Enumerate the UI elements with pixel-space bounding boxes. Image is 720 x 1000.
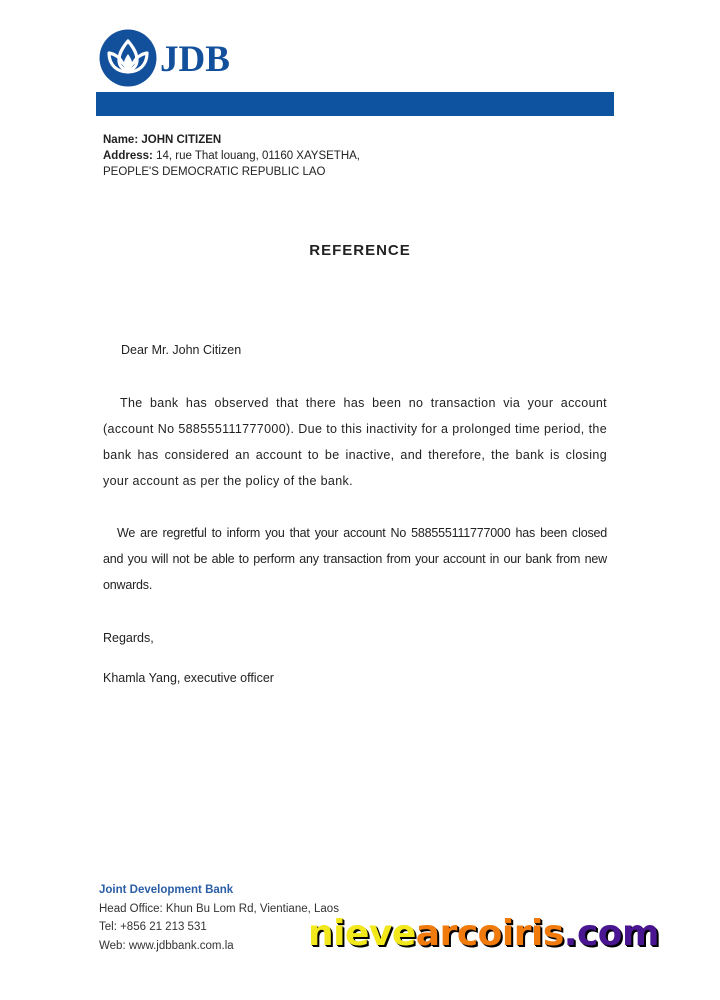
footer-web: Web: www.jdbbank.com.la [99, 939, 234, 952]
watermark-part2: arcoiris [415, 913, 564, 954]
body-paragraph-2: We are regretful to inform you that your account No 588555111777000 has been closed and you will not be able to perform any transaction from your account in our bank from new onwards. [103, 526, 607, 592]
watermark [308, 913, 660, 954]
footer-head-office: Head Office: Khun Bu Lom Rd, Vientiane, Laos [99, 902, 339, 915]
name-value: JOHN CITIZEN [141, 134, 222, 146]
watermark-part3: .com [563, 913, 660, 954]
address-label: Address: [103, 150, 153, 162]
body-paragraph-1: The bank has observed that there has been no transaction via your account (account No 588555111777000). Due to this inactivity for a prolonged time period, the bank has considered an account to be inactive, and therefore, the bank is closing your account as per the policy of the bank. [103, 396, 607, 488]
footer [99, 881, 339, 955]
lotus-icon [99, 29, 157, 87]
bank-logo [99, 29, 230, 87]
address-line1: 14, rue That louang, 01160 XAYSETHA, [156, 150, 360, 162]
logo-text: JDB [160, 38, 230, 80]
name-label: Name: [103, 134, 139, 146]
document-title: REFERENCE [309, 242, 411, 259]
address-line2: PEOPLE'S DEMOCRATIC REPUBLIC LAO [103, 166, 326, 178]
signer: Khamla Yang, executive officer [103, 671, 274, 685]
footer-bank-name: Joint Development Bank [99, 884, 234, 896]
addressee-block [103, 132, 360, 180]
header-bar [96, 92, 614, 116]
closing: Regards, [103, 631, 154, 645]
name-line [103, 132, 360, 148]
salutation: Dear Mr. John Citizen [121, 343, 242, 357]
footer-tel: Tel: +856 21 213 531 [99, 921, 207, 933]
watermark-part1: nieve [308, 913, 416, 954]
address-line [103, 148, 360, 164]
